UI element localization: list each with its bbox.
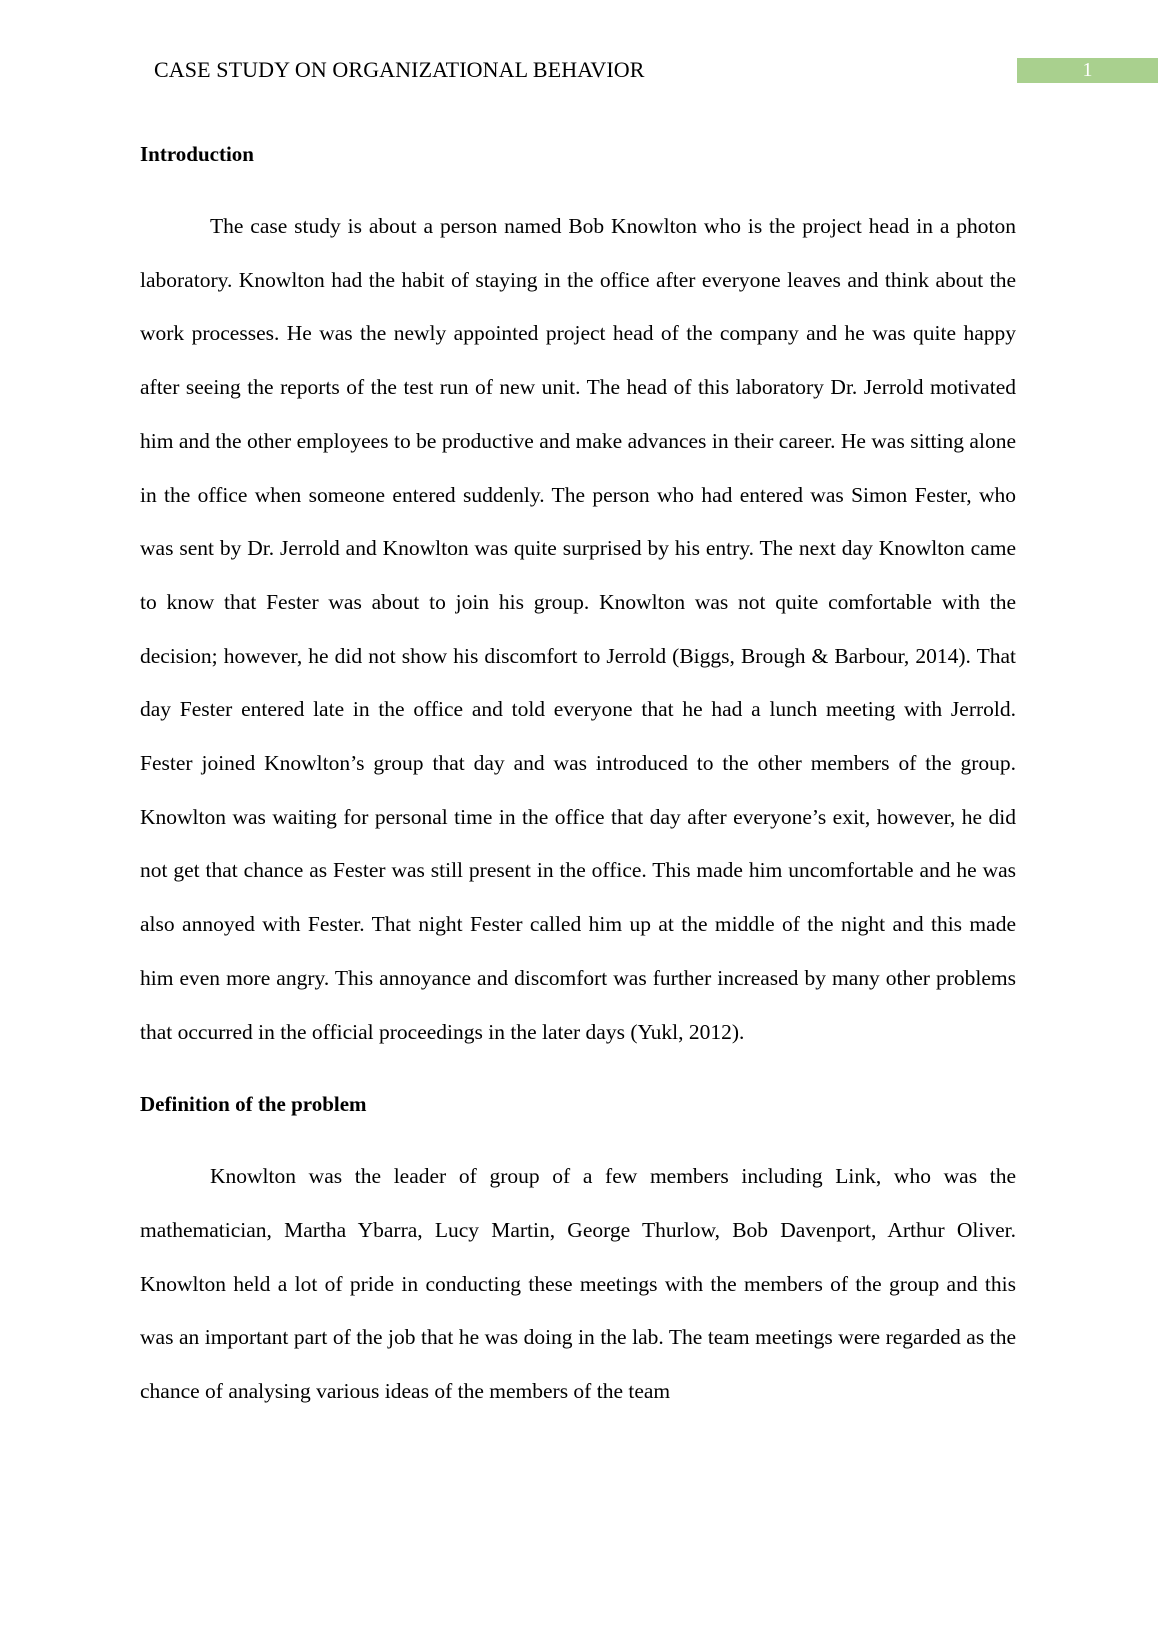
document-body — [140, 128, 1016, 1419]
section-heading-definition-of-problem: Definition of the problem — [140, 1092, 367, 1117]
running-head: CASE STUDY ON ORGANIZATIONAL BEHAVIOR — [154, 57, 645, 82]
page-number: 1 — [1082, 59, 1093, 81]
paragraph-introduction: The case study is about a person named Bob Knowlton who is the project head in a photon laboratory. Knowlton had the habit of staying in the office after everyone leaves and think about the work processes. He was the newly appointed project head of the company and he was quite happy after seeing the reports of the test run of new unit. The head of this laboratory Dr. Jerrold motivated him and the other employees to be productive and make advances in their career. He was sitting alone in the office when someone entered suddenly. The person who had entered was Simon Fester, who was sent by Dr. Jerrold and Knowlton was quite surprised by his entry. The next day Knowlton came to know that Fester was about to join his group. Knowlton was not quite comfortable with the decision; however, he did not show his discomfort to Jerrold (Biggs, Brough & Barbour, 2014). That day Fester entered late in the office and told everyone that he had a lunch meeting with Jerrold. Fester joined Knowlton’s group that day and was introduced to the other members of the group. Knowlton was waiting for personal time in the office that day after everyone’s exit, however, he did not get that chance as Fester was still present in the office. This made him uncomfortable and he was also annoyed with Fester. That night Fester called him up at the middle of the night and this made him even more angry. This annoyance and discomfort was further increased by many other problems that occurred in the official proceedings in the later days (Yukl, 2012). — [140, 214, 1016, 1044]
section-heading-introduction: Introduction — [140, 142, 254, 166]
page-number-badge — [1017, 58, 1158, 83]
paragraph-definition-of-problem: Knowlton was the leader of group of a few members including Link, who was the mathematician, Martha Ybarra, Lucy Martin, George Thurlow, Bob Davenport, Arthur Oliver. Knowlton held a lot of pride in conducting these meetings with the members of the group and this was an important part of the job that he was doing in the lab. The team meetings were regarded as the chance of analysing various ideas of the members of the team — [140, 1164, 1016, 1404]
